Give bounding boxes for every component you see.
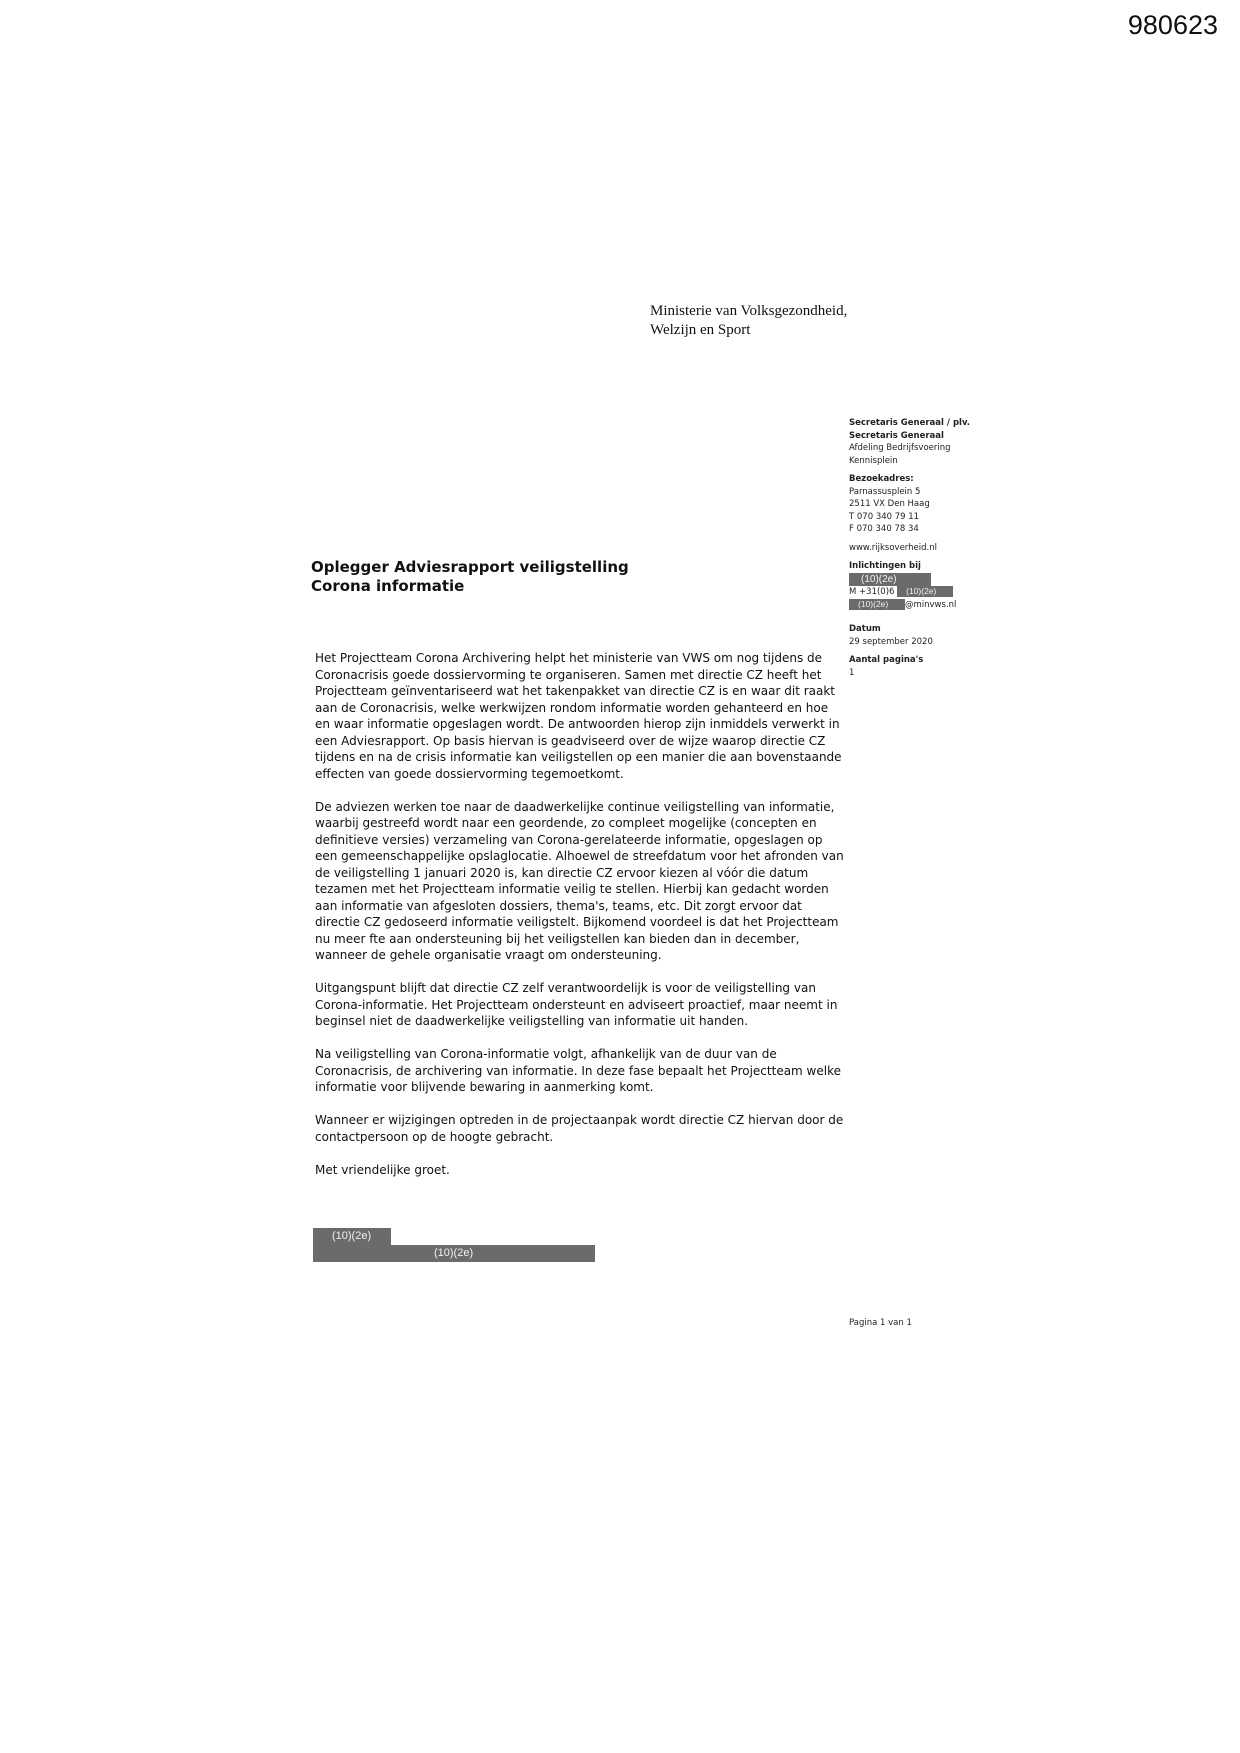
- visit-address-label: Bezoekadres:: [849, 474, 914, 484]
- document-title-line-2: Corona informatie: [311, 577, 465, 595]
- date-label: Datum: [849, 624, 881, 634]
- closing-greeting: Met vriendelijke groet.: [315, 1162, 450, 1177]
- document-title: [311, 558, 629, 596]
- body-paragraph-5: Wanneer er wijzigingen optreden in de projectaanpak wordt directie CZ hiervan door de contactpersoon op de hoogte gebracht.: [315, 1113, 844, 1144]
- sender-unit: Kennisplein: [849, 455, 898, 466]
- body-paragraph-3: Uitgangspunt blijft dat directie CZ zelf verantwoordelijk is voor de veiligstelling van Corona-informatie. Het Projectteam ondersteunt en adviseert proactief, maar neemt in beginsel niet de daadwerkelijke veiligstelling van informatie uit handen.: [315, 981, 838, 1028]
- redacted-mobile-number: (10)(2e): [897, 586, 953, 597]
- document-title-line-1: Oplegger Adviesrapport veiligstelling: [311, 558, 629, 576]
- page-count-label: Aantal pagina's: [849, 655, 924, 665]
- ministry-logo-text: [650, 302, 847, 340]
- mobile-prefix: M +31(0)6: [849, 587, 895, 597]
- document-number: 980623: [1127, 10, 1218, 40]
- page-count-value: 1: [849, 667, 855, 678]
- redacted-contact-name: (10)(2e): [849, 573, 931, 586]
- website-link[interactable]: www.rijksoverheid.nl: [849, 542, 937, 553]
- sender-title: Secretaris Generaal / plv.: [849, 418, 971, 428]
- inquiries-label: Inlichtingen bij: [849, 561, 921, 571]
- body-paragraph-1: Het Projectteam Corona Archivering helpt het ministerie van VWS om nog tijdens de Coronacrisis goede dossiervorming te organiseren. Samen met directie CZ heeft het Projectteam geïnventariseerd wat het takenpakket van directie CZ is en waar dit raakt aan de Coronacrisis, welke werkwijzen rondom informatie worden gehanteerd en hoe en waar informatie opgeslagen wordt. De antwoorden hierop zijn inmiddels verwerkt in een Adviesrapport. Op basis hiervan is geadviseerd over de wijze waarop directie CZ tijdens en na de crisis informatie kan veiligstellen op een manier die aan bovenstaande effecten van goede dossiervorming tegemoetkomt.: [315, 651, 842, 781]
- body-paragraph-4: Na veiligstelling van Corona-informatie volgt, afhankelijk van de duur van de Coronacrisis, de archivering van informatie. In deze fase bepaalt het Projectteam welke informatie voor blijvende bewaring in aanmerking komt.: [315, 1047, 841, 1094]
- ministry-name-line-1: Ministerie van Volksgezondheid,: [650, 303, 848, 319]
- sender-title-2: Secretaris Generaal: [849, 430, 944, 441]
- date-value: 29 september 2020: [849, 636, 933, 647]
- ministry-name-line-2: Welzijn en Sport: [650, 322, 751, 338]
- redacted-signature: [313, 1228, 595, 1262]
- visit-address-city: 2511 VX Den Haag: [849, 499, 930, 509]
- mobile-number-row: [849, 586, 1009, 599]
- redacted-signature-name: (10)(2e): [313, 1228, 391, 1245]
- letter-body: [315, 650, 845, 1195]
- sender-department: Afdeling Bedrijfsvoering: [849, 443, 951, 453]
- redacted-signature-title: (10)(2e): [313, 1245, 595, 1262]
- phone-number: T 070 340 79 11: [849, 511, 920, 522]
- visit-address-street: Parnassusplein 5: [849, 486, 921, 497]
- fax-number: F 070 340 78 34: [849, 524, 919, 534]
- body-paragraph-2: De adviezen werken toe naar de daadwerkelijke continue veiligstelling van informatie, waarbij gestreefd wordt naar een geordende, zo compleet mogelijke (concepten en definitieve versies) verzameling van Corona-gerelateerde informatie, opgeslagen op een gemeenschappelijke opslaglocatie. Alhoewel de streefdatum voor het afronden van de veiligstelling 1 januari 2020 is, kan directie CZ ervoor kiezen al vóór die datum tezamen met het Projectteam informatie veilig te stellen. Hierbij kan gedacht worden aan informatie van afgesloten dossiers, thema's, teams, etc. Dit zorgt ervoor dat directie CZ gedoseerd informatie veiligstelt. Bijkomend voordeel is dat het Projectteam nu meer fte aan ondersteuning bij het veiligstellen kan bieden dan in december, wanneer de gehele organisatie vraagt om ondersteuning.: [315, 799, 844, 962]
- redacted-email-name: (10)(2e): [849, 599, 905, 610]
- page-indicator: Pagina 1 van 1: [849, 1318, 912, 1328]
- sender-info-column: [849, 417, 1009, 679]
- email-domain: @minvws.nl: [905, 599, 957, 610]
- email-row: [849, 599, 1009, 612]
